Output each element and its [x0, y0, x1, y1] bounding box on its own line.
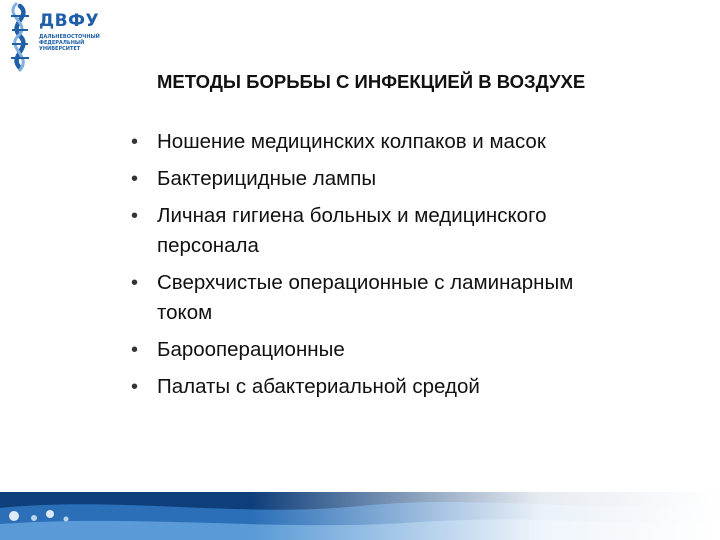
bullet-text: Сверхчистые операционные с ламинарным током [157, 271, 574, 324]
logo-abbreviation: ДВФУ [39, 11, 100, 31]
bullet-text: Палаты с абактериальной средой [157, 375, 480, 398]
bullet-item [131, 372, 601, 402]
logo-name-line: УНИВЕРСИТЕТ [39, 46, 81, 52]
bullet-item [131, 201, 601, 261]
university-logo [2, 2, 112, 74]
bullet-icon: • [131, 131, 139, 153]
bullet-item [131, 127, 601, 157]
dna-helix-icon [2, 2, 38, 74]
bullet-icon: • [131, 272, 139, 294]
footer-decoration [0, 478, 720, 540]
bullet-icon: • [131, 205, 139, 227]
footer-fade [0, 478, 720, 540]
bullet-icon: • [131, 376, 139, 398]
bullet-list [131, 127, 601, 409]
bullet-item [131, 335, 601, 365]
bullet-text: Бароoперационные [157, 338, 345, 361]
bullet-item [131, 268, 601, 328]
bullet-text: Бактерицидные лампы [157, 167, 377, 190]
bullet-item [131, 164, 601, 194]
bullet-icon: • [131, 168, 139, 190]
slide-title: МЕТОДЫ БОРЬБЫ С ИНФЕКЦИЕЙ В ВОЗДУХЕ [157, 71, 586, 92]
logo-university-name [39, 34, 111, 52]
bullet-text: Ношение медицинских колпаков и масок [157, 130, 546, 153]
logo-name-line: ДАЛЬНЕВОСТОЧНЫЙ [39, 34, 100, 40]
bullet-text: Личная гигиена больных и медицинского персонала [157, 204, 547, 257]
logo-name-line: ФЕДЕРАЛЬНЫЙ [39, 40, 85, 46]
bullet-icon: • [131, 339, 139, 361]
